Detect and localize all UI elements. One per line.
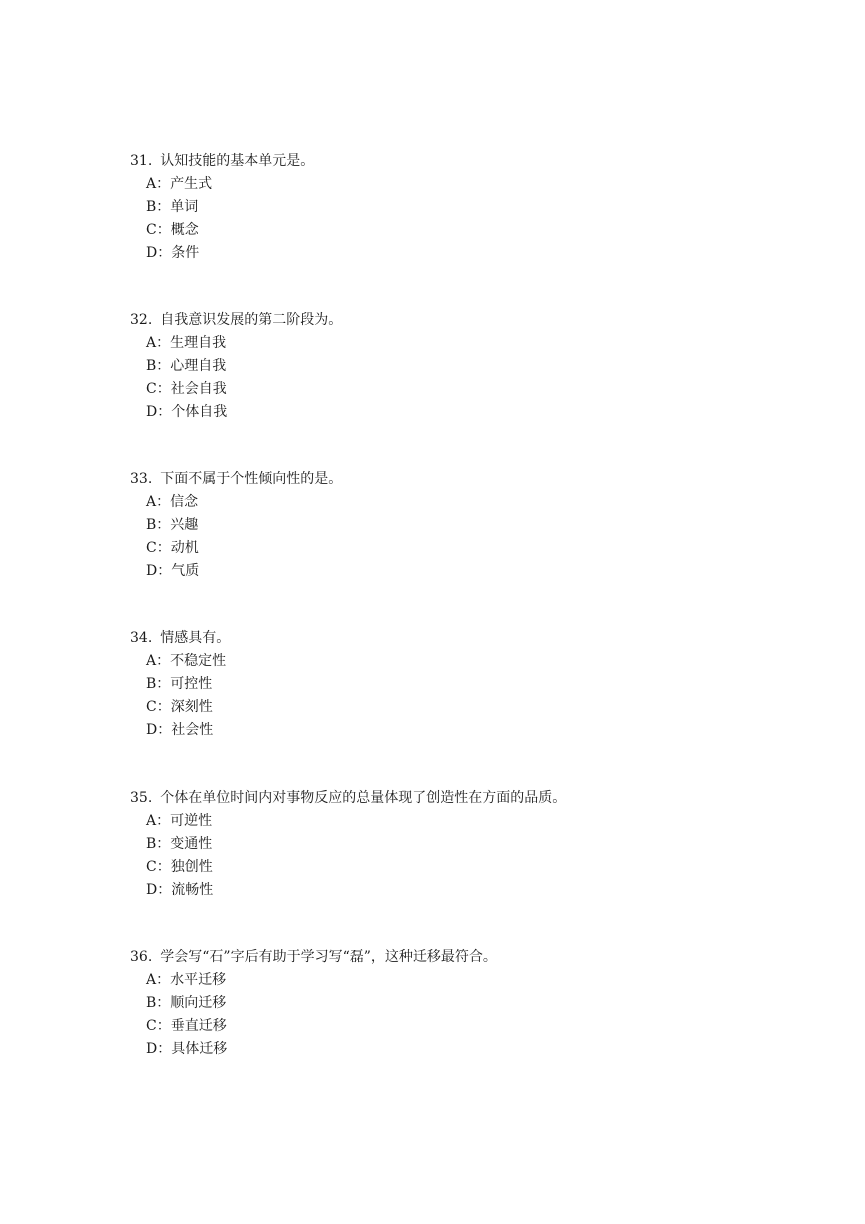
question-number: 35.	[130, 790, 153, 806]
question-stem	[130, 787, 810, 810]
option-c	[130, 1015, 810, 1038]
option-letter: B	[146, 358, 157, 374]
option-letter: D	[146, 882, 158, 898]
option-text: 概念	[170, 222, 199, 238]
option-letter: C	[146, 381, 157, 397]
option-letter: B	[146, 199, 157, 215]
option-letter: C	[146, 859, 157, 875]
option-text: 产生式	[170, 176, 213, 192]
option-b	[130, 196, 810, 219]
option-separator: ：	[156, 995, 171, 1011]
option-text: 可控性	[170, 676, 213, 692]
option-a	[130, 969, 810, 992]
question-stem	[130, 468, 810, 491]
option-separator: ：	[157, 1041, 172, 1057]
option-d	[130, 719, 810, 742]
question-stem	[130, 627, 810, 650]
option-separator: ：	[156, 540, 171, 556]
option-letter: C	[146, 540, 157, 556]
option-separator: ：	[156, 699, 171, 715]
option-text: 社会性	[171, 722, 214, 738]
option-text: 变通性	[170, 836, 213, 852]
option-separator: ：	[156, 517, 171, 533]
option-text: 动机	[170, 540, 199, 556]
question-stem	[130, 946, 810, 969]
question-31	[130, 150, 810, 265]
option-c	[130, 696, 810, 719]
option-text: 个体自我	[171, 404, 228, 420]
option-separator: ：	[157, 245, 172, 261]
question-text: 认知技能的基本单元是。	[160, 153, 315, 169]
option-separator: ：	[157, 563, 172, 579]
option-letter: D	[146, 563, 158, 579]
option-b	[130, 514, 810, 537]
question-text: 自我意识发展的第二阶段为。	[160, 312, 343, 328]
question-36	[130, 946, 810, 1061]
option-a	[130, 650, 810, 673]
question-number: 36.	[130, 949, 153, 965]
option-letter: A	[146, 335, 157, 351]
question-stem	[130, 309, 810, 332]
option-letter: C	[146, 699, 157, 715]
option-a	[130, 810, 810, 833]
option-separator: ：	[157, 404, 172, 420]
option-b	[130, 673, 810, 696]
question-35	[130, 787, 810, 902]
option-separator: ：	[156, 222, 171, 238]
option-c	[130, 219, 810, 242]
question-number: 32.	[130, 312, 153, 328]
option-letter: D	[146, 245, 158, 261]
option-c	[130, 537, 810, 560]
option-text: 不稳定性	[170, 653, 227, 669]
option-text: 心理自我	[170, 358, 227, 374]
option-text: 顺向迁移	[170, 995, 227, 1011]
question-text: 情感具有。	[160, 630, 231, 646]
option-b	[130, 355, 810, 378]
question-number: 33.	[130, 471, 153, 487]
option-separator: ：	[156, 836, 171, 852]
option-separator: ：	[157, 882, 172, 898]
option-separator: ：	[156, 859, 171, 875]
option-letter: A	[146, 494, 157, 510]
option-a	[130, 173, 810, 196]
option-text: 独创性	[170, 859, 213, 875]
option-text: 气质	[171, 563, 200, 579]
option-letter: C	[146, 1018, 157, 1034]
question-number: 31.	[130, 153, 153, 169]
option-separator: ：	[157, 722, 172, 738]
option-text: 信念	[170, 494, 199, 510]
option-d	[130, 242, 810, 265]
option-b	[130, 833, 810, 856]
option-letter: D	[146, 722, 158, 738]
option-text: 流畅性	[171, 882, 214, 898]
option-a	[130, 332, 810, 355]
option-text: 水平迁移	[170, 972, 227, 988]
question-32	[130, 309, 810, 424]
option-separator: ：	[156, 381, 171, 397]
question-stem	[130, 150, 810, 173]
option-d	[130, 879, 810, 902]
option-letter: B	[146, 836, 157, 852]
option-d	[130, 560, 810, 583]
option-text: 单词	[170, 199, 199, 215]
option-c	[130, 378, 810, 401]
option-letter: D	[146, 404, 158, 420]
option-separator: ：	[156, 176, 171, 192]
option-c	[130, 856, 810, 879]
option-b	[130, 992, 810, 1015]
option-letter: B	[146, 517, 157, 533]
question-number: 34.	[130, 630, 153, 646]
option-text: 社会自我	[170, 381, 227, 397]
option-separator: ：	[156, 972, 171, 988]
option-separator: ：	[156, 494, 171, 510]
option-letter: B	[146, 995, 157, 1011]
option-text: 深刻性	[170, 699, 213, 715]
option-separator: ：	[156, 358, 171, 374]
option-text: 垂直迁移	[170, 1018, 227, 1034]
option-text: 具体迁移	[171, 1041, 228, 1057]
option-separator: ：	[156, 653, 171, 669]
question-33	[130, 468, 810, 583]
option-letter: D	[146, 1041, 158, 1057]
option-separator: ：	[156, 335, 171, 351]
question-34	[130, 627, 810, 742]
option-separator: ：	[156, 813, 171, 829]
option-letter: A	[146, 813, 157, 829]
option-letter: A	[146, 653, 157, 669]
option-letter: C	[146, 222, 157, 238]
question-text: 学会写“石”字后有助于学习写“磊”，这种迁移最符合。	[160, 949, 497, 965]
option-separator: ：	[156, 676, 171, 692]
option-letter: B	[146, 676, 157, 692]
option-d	[130, 401, 810, 424]
option-text: 可逆性	[170, 813, 213, 829]
option-d	[130, 1038, 810, 1061]
question-text: 个体在单位时间内对事物反应的总量体现了创造性在方面的品质。	[160, 790, 567, 806]
option-letter: A	[146, 176, 157, 192]
option-text: 生理自我	[170, 335, 227, 351]
option-text: 条件	[171, 245, 200, 261]
option-separator: ：	[156, 1018, 171, 1034]
option-letter: A	[146, 972, 157, 988]
question-text: 下面不属于个性倾向性的是。	[160, 471, 343, 487]
option-text: 兴趣	[170, 517, 199, 533]
option-a	[130, 491, 810, 514]
option-separator: ：	[156, 199, 171, 215]
